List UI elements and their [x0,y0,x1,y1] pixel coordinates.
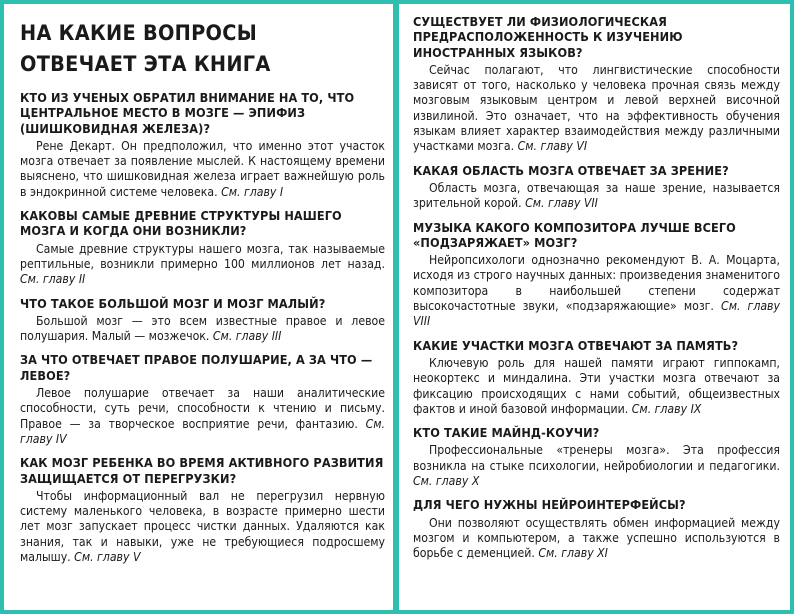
answer: Левое полушарие отвечает за наши аналитические способности, суть речи, способности к чтению и письму. Правое — за творческое восприятие речи, фантазию. См. главу IV [20,386,385,446]
question: МУЗЫКА КАКОГО КОМПОЗИТОРА ЛУЧШЕ ВСЕГО «ПОДЗАРЯЖАЕТ» МОЗГ? [413,219,736,250]
answer: Нейропсихологи однозначно рекомендуют В. А. Моцарта, исходя из строго научных данных: произведения знаменитого композитора в наибольшей степени содержат высокочастотные звуки, «подзаряжающие» мозг. См. главу VIII [413,253,781,329]
qa-item [20,90,385,200]
qa-item [413,338,780,417]
chapter-ref: См. главу IV [20,416,385,446]
page-title: НА КАКИЕ ВОПРОСЫ ОТВЕЧАЕТ ЭТА КНИГА [20,21,271,76]
answer: Сейчас полагают, что лингвистические способности зависят от того, насколько у человека прочная связь между мозговым языковым центром и левой верхней височной извилиной. Это означает, что на эффективность обучения языкам влияет характер взаимодействия между различными участками мозга. См. главу VI [413,62,780,154]
qa-item [413,497,780,561]
qa-item [20,208,385,287]
answer: Они позволяют осуществлять обмен информацией между мозгом и компьютером, а также успешно используются в борьбе с деменцией. См. главу XI [413,515,780,561]
chapter-ref: См. главу VI [517,139,588,154]
question: КАКОВЫ САМЫЕ ДРЕВНИЕ СТРУКТУРЫ НАШЕГО МОЗГА И КОГДА ОНИ ВОЗНИКЛИ? [20,208,342,239]
chapter-ref: См. главу III [212,329,282,344]
question: СУЩЕСТВУЕТ ЛИ ФИЗИОЛОГИЧЕСКАЯ ПРЕДРАСПОЛОЖЕННОСТЬ К ИЗУЧЕНИЮ ИНОСТРАННЫХ ЯЗЫКОВ? [413,14,683,60]
chapter-ref: См. главу XI [538,546,608,561]
answer: Профессиональные «тренеры мозга». Эта профессия возникла на стыке психологии, нейробиологии и педагогики. См. главу X [413,443,780,489]
qa-item [413,425,780,489]
qa-item [413,163,780,212]
qa-item [20,455,385,565]
question: КТО ИЗ УЧЕНЫХ ОБРАТИЛ ВНИМАНИЕ НА ТО, ЧТО ЦЕНТРАЛЬНОЕ МЕСТО В МОЗГЕ — ЭПИФИЗ (ШИШКОВИДНАЯ ЖЕЛЕЗА)? [20,90,355,136]
chapter-ref: См. главу VII [525,196,598,211]
question: ДЛЯ ЧЕГО НУЖНЫ НЕЙРОИНТЕРФЕЙСЫ? [413,497,686,513]
answer: Самые древние структуры нашего мозга, так называемые рептильные, возникли примерно 100 миллионов лет назад. См. главу II [20,241,385,287]
chapter-ref: См. главу V [74,550,141,565]
qa-item [413,14,780,155]
answer: Ключевую роль для нашей памяти играют гиппокамп, неокортекс и миндалина. Эти участки мозга отвечают за фиксацию происходящих с нами событий, общеизвестных фактов и иной базовой информации. См. главу IX [413,355,780,416]
chapter-ref: См. главу II [20,272,86,287]
right-column [399,4,790,610]
question: ЗА ЧТО ОТВЕЧАЕТ ПРАВОЕ ПОЛУШАРИЕ, А ЗА ЧТО — ЛЕВОЕ? [20,352,373,383]
answer: Область мозга, отвечающая за наше зрение, называется зрительной корой. См. главу VII [413,180,780,211]
question: КТО ТАКИЕ МАЙНД-КОУЧИ? [413,425,600,441]
question: КАКИЕ УЧАСТКИ МОЗГА ОТВЕЧАЮТ ЗА ПАМЯТЬ? [413,337,739,353]
chapter-ref: См. главу X [413,474,480,489]
qa-item [20,352,385,447]
qa-item [20,296,385,345]
question: КАК МОЗГ РЕБЕНКА ВО ВРЕМЯ АКТИВНОГО РАЗВИТИЯ ЗАЩИЩАЕТСЯ ОТ ПЕРЕГРУЗКИ? [20,455,384,486]
left-column [4,4,393,610]
answer: Большой мозг — это всем известные правое и левое полушария. Малый — мозжечок. См. главу III [20,313,385,344]
qa-item [413,220,780,330]
chapter-ref: См. главу VIII [413,299,781,329]
answer: Рене Декарт. Он предположил, что именно этот участок мозга отвечает за появление мыслей. К настоящему времени выяснено, что шишковидная железа играет важнейшую роль в эндокринной системе человека. См. главу I [20,138,385,199]
page-frame [4,4,790,610]
question: КАКАЯ ОБЛАСТЬ МОЗГА ОТВЕЧАЕТ ЗА ЗРЕНИЕ? [413,162,729,178]
chapter-ref: См. главу IX [631,401,702,416]
chapter-ref: См. главу I [221,184,284,199]
answer: Чтобы информационный вал не перегрузил нервную систему маленького человека, в возрасте примерно шести лет мозг запускает процесс чистки данных. Удаляются как знания, так и навыки, уже не требующиеся подросшему малышу. См. главу V [20,488,385,565]
question: ЧТО ТАКОЕ БОЛЬШОЙ МОЗГ И МОЗГ МАЛЫЙ? [20,295,326,311]
